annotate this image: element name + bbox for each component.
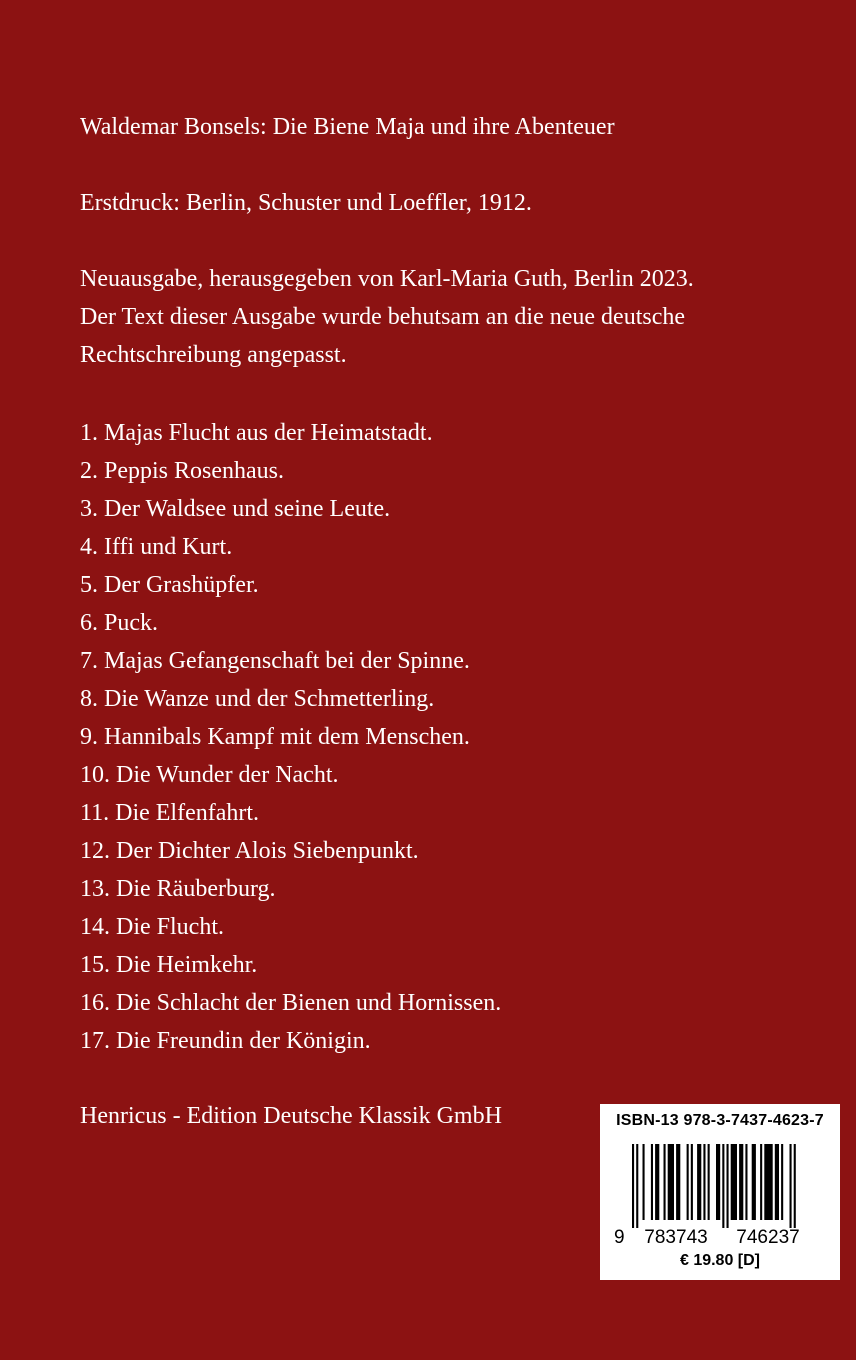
barcode-bar [722,1144,724,1228]
barcode-bar [687,1144,689,1220]
edition-line: Rechtschreibung angepasst. [80,342,347,368]
barcode-left-digits: 783743 [644,1227,708,1246]
barcode-bar [668,1144,674,1220]
title-line-block [80,108,615,146]
isbn-barcode-box [600,1104,840,1280]
contents-item: 1. Majas Flucht aus der Heimatstadt. [80,420,433,446]
first-print-block [80,184,532,222]
contents-item: 5. Der Grashüpfer. [80,572,259,598]
barcode-bar [664,1144,666,1220]
contents-item: 17. Die Freundin der Königin. [80,1028,371,1054]
barcode-bar [790,1144,792,1228]
barcode-bar [760,1144,762,1220]
contents-item: 6. Puck. [80,610,158,636]
contents-item: 2. Peppis Rosenhaus. [80,458,284,484]
contents-item: 9. Hannibals Kampf mit dem Menschen. [80,724,470,750]
barcode-bar [655,1144,659,1220]
edition-line: Neuausgabe, herausgegeben von Karl-Maria Guth, Berlin 2023. [80,266,694,292]
contents-item: 3. Der Waldsee und seine Leute. [80,496,391,522]
contents-item: 14. Die Flucht. [80,914,224,940]
price-label: € 19.80 [D] [679,1252,761,1269]
barcode-bar [676,1144,680,1220]
book-title-line: Waldemar Bonsels: Die Biene Maja und ihre Abenteuer [80,114,615,140]
contents-item: 7. Majas Gefangenschaft bei der Spinne. [80,648,470,674]
barcode-bar [697,1144,701,1220]
first-print-line: Erstdruck: Berlin, Schuster und Loeffler, 1912. [80,190,532,216]
barcode-bar [745,1144,747,1220]
contents-item: 11. Die Elfenfahrt. [80,800,260,826]
barcode-bar [739,1144,743,1220]
barcode-bar [781,1144,783,1220]
publisher-block [80,1097,502,1135]
barcode-bar [651,1144,653,1220]
barcode-bar [764,1144,772,1220]
barcode-right-digits: 746237 [736,1227,800,1246]
barcode-bar [716,1144,720,1220]
barcode-bars [632,1144,796,1228]
barcode-bar [691,1144,693,1220]
contents-item: 12. Der Dichter Alois Siebenpunkt. [80,838,419,864]
barcode-bar [703,1144,705,1220]
barcode-bar [708,1144,710,1220]
barcode [610,1142,830,1246]
barcode-bar [775,1144,779,1220]
contents-item: 4. Iffi und Kurt. [80,534,233,560]
isbn-label: ISBN-13 978-3-7437-4623-7 [616,1112,824,1129]
contents-item: 13. Die Räuberburg. [80,876,276,902]
barcode-bar [636,1144,638,1228]
edition-note [80,260,694,374]
barcode-bar [794,1144,796,1228]
table-of-contents [80,414,501,1060]
barcode-first-digit: 9 [614,1227,625,1246]
barcode-bar [731,1144,737,1220]
contents-item: 10. Die Wunder der Nacht. [80,762,339,788]
barcode-bar [752,1144,756,1220]
edition-line: Der Text dieser Ausgabe wurde behutsam an die neue deutsche [80,304,686,330]
contents-item: 16. Die Schlacht der Bienen und Hornissen. [80,990,502,1016]
barcode-bar [727,1144,729,1228]
barcode-bar [643,1144,645,1220]
barcode-bar [632,1144,634,1228]
publisher-name: Henricus - Edition Deutsche Klassik GmbH [80,1103,502,1129]
contents-item: 15. Die Heimkehr. [80,952,258,978]
contents-item: 8. Die Wanze und der Schmetterling. [80,686,435,712]
